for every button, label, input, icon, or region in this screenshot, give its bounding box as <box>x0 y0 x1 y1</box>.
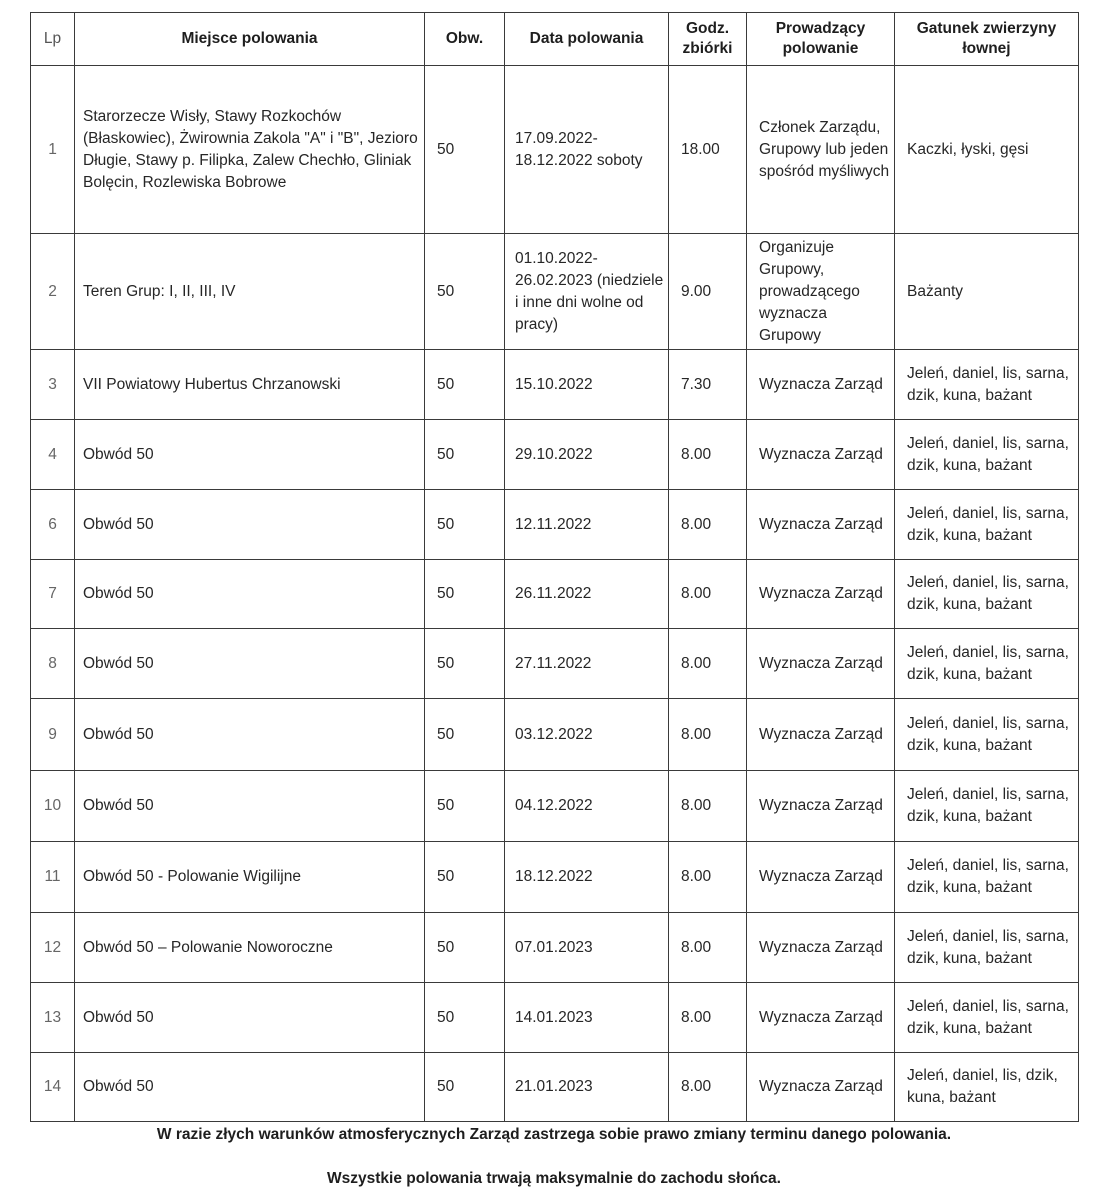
cell-date: 07.01.2023 <box>505 913 669 983</box>
cell-date: 15.10.2022 <box>505 350 669 420</box>
cell-date: 17.09.2022- 18.12.2022 soboty <box>505 66 669 234</box>
cell-place: Teren Grup: I, II, III, IV <box>75 234 425 350</box>
cell-date: 29.10.2022 <box>505 420 669 490</box>
cell-time: 8.00 <box>669 490 747 560</box>
cell-place: Obwód 50 <box>75 420 425 490</box>
cell-time: 8.00 <box>669 913 747 983</box>
cell-date: 14.01.2023 <box>505 983 669 1053</box>
cell-time: 8.00 <box>669 842 747 913</box>
cell-game: Jeleń, daniel, lis, sarna, dzik, kuna, bażant <box>895 983 1079 1053</box>
table-row <box>31 560 1079 629</box>
cell-date: 03.12.2022 <box>505 699 669 771</box>
cell-date: 27.11.2022 <box>505 629 669 699</box>
cell-leader: Wyznacza Zarząd <box>747 560 895 629</box>
header-time: Godz. zbiórki <box>669 13 747 66</box>
table-body <box>31 66 1079 1122</box>
cell-leader: Wyznacza Zarząd <box>747 842 895 913</box>
cell-leader: Wyznacza Zarząd <box>747 771 895 842</box>
table-row <box>31 234 1079 350</box>
cell-place: Obwód 50 <box>75 560 425 629</box>
cell-lp: 4 <box>31 420 75 490</box>
cell-game: Jeleń, daniel, lis, sarna, dzik, kuna, bażant <box>895 771 1079 842</box>
cell-lp: 2 <box>31 234 75 350</box>
cell-leader: Wyznacza Zarząd <box>747 490 895 560</box>
cell-lp: 8 <box>31 629 75 699</box>
header-game: Gatunek zwierzyny łownej <box>895 13 1079 66</box>
cell-leader: Wyznacza Zarząd <box>747 699 895 771</box>
cell-game: Jeleń, daniel, lis, sarna, dzik, kuna, bażant <box>895 490 1079 560</box>
cell-date: 21.01.2023 <box>505 1053 669 1122</box>
cell-date: 12.11.2022 <box>505 490 669 560</box>
header-row <box>31 13 1079 66</box>
cell-lp: 12 <box>31 913 75 983</box>
cell-game: Jeleń, daniel, lis, sarna, dzik, kuna, bażant <box>895 629 1079 699</box>
cell-time: 7.30 <box>669 350 747 420</box>
cell-district: 50 <box>425 771 505 842</box>
table-row <box>31 629 1079 699</box>
cell-time: 8.00 <box>669 560 747 629</box>
cell-place: Obwód 50 <box>75 629 425 699</box>
cell-time: 8.00 <box>669 420 747 490</box>
cell-time: 8.00 <box>669 1053 747 1122</box>
cell-district: 50 <box>425 1053 505 1122</box>
cell-lp: 14 <box>31 1053 75 1122</box>
sunset-note: Wszystkie polowania trwają maksymalnie do zachodu słońca. <box>327 1170 781 1187</box>
cell-lp: 13 <box>31 983 75 1053</box>
table-row <box>31 420 1079 490</box>
cell-leader: Wyznacza Zarząd <box>747 350 895 420</box>
header-date: Data polowania <box>505 13 669 66</box>
cell-place: Obwód 50 - Polowanie Wigilijne <box>75 842 425 913</box>
header-leader: Prowadzący polowanie <box>747 13 895 66</box>
table-row <box>31 913 1079 983</box>
cell-game: Jeleń, daniel, lis, sarna, dzik, kuna, bażant <box>895 699 1079 771</box>
cell-time: 8.00 <box>669 629 747 699</box>
cell-leader: Wyznacza Zarząd <box>747 629 895 699</box>
header-lp: Lp <box>31 13 75 66</box>
cell-lp: 6 <box>31 490 75 560</box>
cell-time: 8.00 <box>669 771 747 842</box>
cell-date: 26.11.2022 <box>505 560 669 629</box>
cell-district: 50 <box>425 699 505 771</box>
cell-leader: Wyznacza Zarząd <box>747 1053 895 1122</box>
weather-note: W razie złych warunków atmosferycznych Zarząd zastrzega sobie prawo zmiany terminu danego polowania. <box>156 1126 952 1143</box>
cell-place: Obwód 50 <box>75 699 425 771</box>
cell-time: 18.00 <box>669 66 747 234</box>
cell-game: Bażanty <box>895 234 1079 350</box>
cell-district: 50 <box>425 234 505 350</box>
table-row <box>31 842 1079 913</box>
cell-game: Jeleń, daniel, lis, sarna, dzik, kuna, bażant <box>895 350 1079 420</box>
table-row <box>31 350 1079 420</box>
cell-game: Jeleń, daniel, lis, dzik, kuna, bażant <box>895 1053 1079 1122</box>
cell-time: 9.00 <box>669 234 747 350</box>
cell-lp: 9 <box>31 699 75 771</box>
cell-place: Obwód 50 <box>75 1053 425 1122</box>
cell-date: 04.12.2022 <box>505 771 669 842</box>
table-row <box>31 699 1079 771</box>
cell-leader: Organizuje Grupowy, prowadzącego wyznacza Grupowy <box>747 234 895 350</box>
table-row <box>31 983 1079 1053</box>
cell-place: Obwód 50 <box>75 771 425 842</box>
cell-place: Obwód 50 <box>75 983 425 1053</box>
cell-district: 50 <box>425 842 505 913</box>
table-row <box>31 771 1079 842</box>
table-row <box>31 1053 1079 1122</box>
cell-game: Kaczki, łyski, gęsi <box>895 66 1079 234</box>
cell-place: Starorzecze Wisły, Stawy Rozkochów (Błaskowiec), Żwirownia Zakola "A" i "B", Jezioro Długie, Stawy p. Filipka, Zalew Chechło, Gliniak Bolęcin, Rozlewiska Bobrowe <box>75 66 425 234</box>
cell-lp: 7 <box>31 560 75 629</box>
cell-date: 01.10.2022- 26.02.2023 (niedziele i inne dni wolne od pracy) <box>505 234 669 350</box>
cell-leader: Wyznacza Zarząd <box>747 420 895 490</box>
cell-district: 50 <box>425 629 505 699</box>
hunt-schedule-table <box>30 12 1079 1122</box>
cell-lp: 3 <box>31 350 75 420</box>
cell-district: 50 <box>425 490 505 560</box>
header-place: Miejsce polowania <box>75 13 425 66</box>
cell-game: Jeleń, daniel, lis, sarna, dzik, kuna, bażant <box>895 420 1079 490</box>
cell-time: 8.00 <box>669 699 747 771</box>
cell-place: Obwód 50 <box>75 490 425 560</box>
cell-district: 50 <box>425 420 505 490</box>
table-row <box>31 66 1079 234</box>
cell-game: Jeleń, daniel, lis, sarna, dzik, kuna, bażant <box>895 560 1079 629</box>
cell-lp: 11 <box>31 842 75 913</box>
cell-leader: Wyznacza Zarząd <box>747 983 895 1053</box>
cell-district: 50 <box>425 350 505 420</box>
cell-district: 50 <box>425 913 505 983</box>
cell-district: 50 <box>425 66 505 234</box>
cell-district: 50 <box>425 560 505 629</box>
cell-lp: 1 <box>31 66 75 234</box>
cell-district: 50 <box>425 983 505 1053</box>
cell-lp: 10 <box>31 771 75 842</box>
cell-place: Obwód 50 – Polowanie Noworoczne <box>75 913 425 983</box>
cell-game: Jeleń, daniel, lis, sarna, dzik, kuna, bażant <box>895 842 1079 913</box>
cell-game: Jeleń, daniel, lis, sarna, dzik, kuna, bażant <box>895 913 1079 983</box>
cell-place: VII Powiatowy Hubertus Chrzanowski <box>75 350 425 420</box>
cell-leader: Wyznacza Zarząd <box>747 913 895 983</box>
cell-date: 18.12.2022 <box>505 842 669 913</box>
cell-leader: Członek Zarządu, Grupowy lub jeden spośród myśliwych <box>747 66 895 234</box>
table-row <box>31 490 1079 560</box>
cell-time: 8.00 <box>669 983 747 1053</box>
header-district: Obw. <box>425 13 505 66</box>
